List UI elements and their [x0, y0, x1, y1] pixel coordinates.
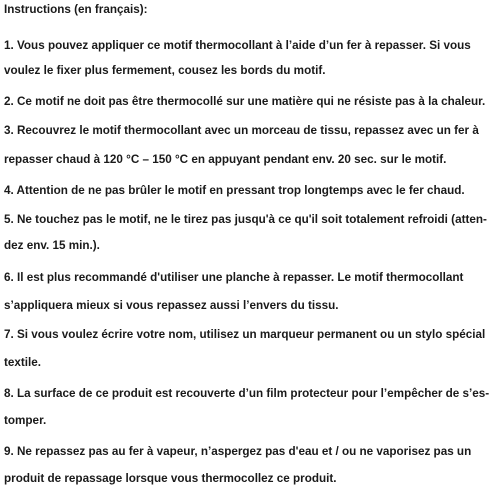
text-line: 1. Vous pouvez appliquer ce motif thermocollant à l’aide d’un fer à repasser. Si vous — [4, 39, 471, 52]
text-line: 5. Ne touchez pas le motif, ne le tirez pas jusqu'à ce qu'il soit totalement refroidi (atten- — [4, 213, 487, 226]
text-line: 3. Recouvrez le motif thermocollant avec un morceau de tissu, repassez avec un fer à — [4, 124, 479, 137]
text-line: 9. Ne repassez pas au fer à vapeur, n’aspergez pas d'eau et / ou ne vaporisez pas un — [4, 445, 472, 458]
text-line: 7. Si vous voulez écrire votre nom, utilisez un marqueur permanent ou un stylo spécial — [4, 328, 486, 341]
text-line: 2. Ce motif ne doit pas être thermocollé sur une matière qui ne résiste pas à la chaleur. — [4, 95, 486, 108]
text-line: s’appliquera mieux si vous repassez aussi l’envers du tissu. — [4, 299, 339, 312]
text-line: 4. Attention de ne pas brûler le motif en pressant trop longtemps avec le fer chaud. — [4, 184, 465, 197]
text-line: textile. — [4, 356, 42, 369]
text-line: voulez le fixer plus fermement, cousez les bords du motif. — [4, 64, 326, 77]
document-title: Instructions (en français): — [4, 3, 148, 16]
text-line: produit de repassage lorsque vous thermocollez ce produit. — [4, 472, 337, 485]
text-line: repasser chaud à 120 °C – 150 °C en appuyant pendant env. 20 sec. sur le motif. — [4, 153, 447, 166]
text-line: dez env. 15 min.). — [4, 239, 100, 252]
text-line: 8. La surface de ce produit est recouverte d’un film protecteur pour l’empêcher de s’es- — [4, 387, 490, 400]
text-line: 6. Il est plus recommandé d'utiliser une planche à repasser. Le motif thermocollant — [4, 271, 464, 284]
text-line: tomper. — [4, 414, 47, 427]
